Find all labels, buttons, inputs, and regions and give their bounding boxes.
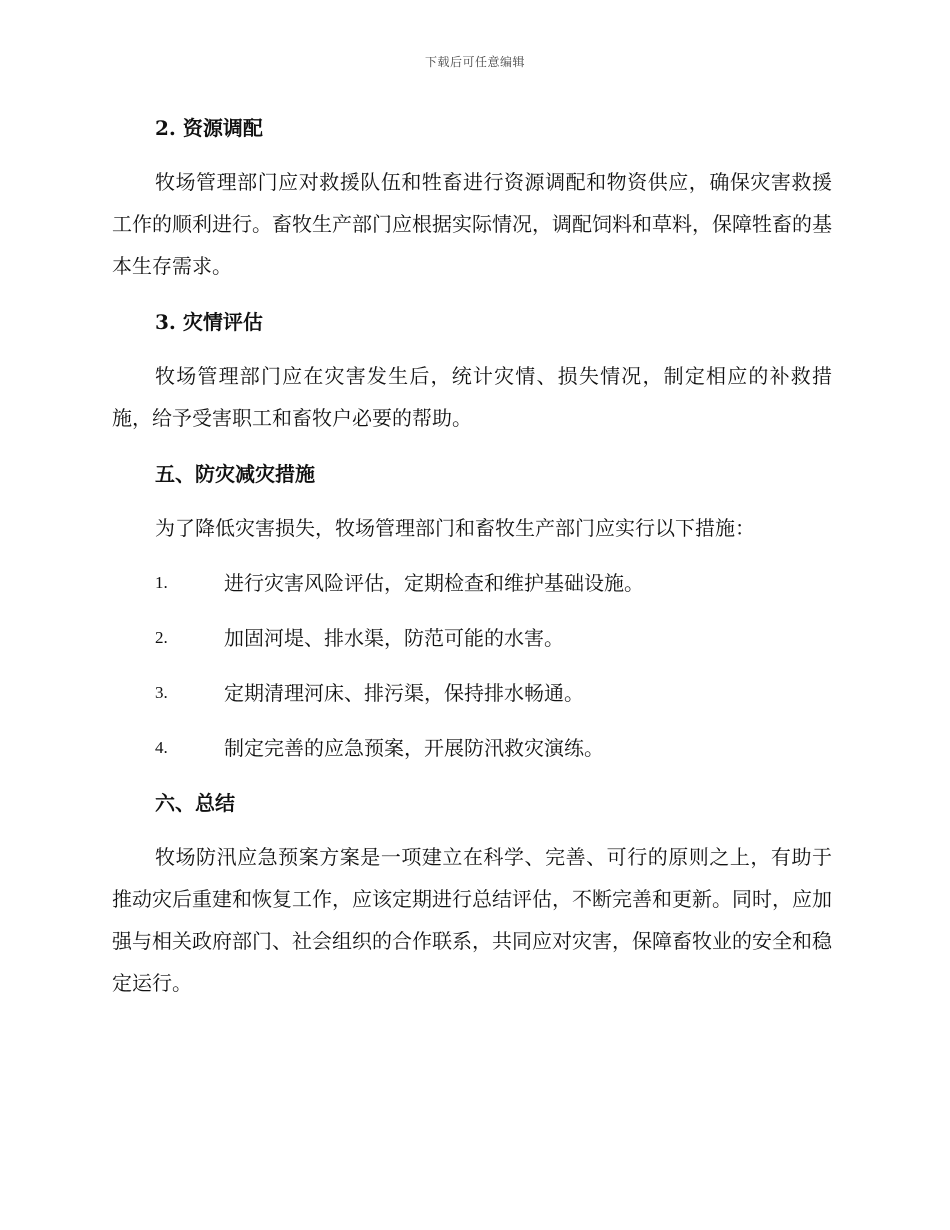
paragraph-resource-allocation: 牧场管理部门应对救援队伍和牲畜进行资源调配和物资供应，确保灾害救援工作的顺利进行。畜牧生产部门应根据实际情况，调配饲料和草料，保障牲畜的基本生存需求。 [112,170,832,278]
list-number: 1. [155,573,168,592]
list-text: 加固河堤、排水渠，防范可能的水害。 [224,626,564,650]
paragraph-disaster-assessment: 牧场管理部门应在灾害发生后，统计灾情、损失情况，制定相应的补救措施，给予受害职工和畜牧户必要的帮助。 [112,364,832,430]
list-number: 2. [155,628,168,647]
section-heading-summary: 六、总结 [155,791,235,815]
list-number: 4. [155,738,168,757]
section-heading-prevention-measures: 五、防灾减灾措施 [155,462,315,486]
page-header: 下载后可任意编辑 [424,55,525,69]
list-text: 进行灾害风险评估，定期检查和维护基础设施。 [224,571,644,595]
list-text: 制定完善的应急预案，开展防汛救灾演练。 [224,736,604,760]
section-heading-resource-allocation: 2. 资源调配 [155,116,263,140]
list-number: 3. [155,683,168,702]
paragraph-summary: 牧场防汛应急预案方案是一项建立在科学、完善、可行的原则之上，有助于推动灾后重建和恢复工作，应该定期进行总结评估，不断完善和更新。同时，应加强与相关政府部门、社会组织的合作联系，共同应对灾害，保障畜牧业的安全和稳定运行。 [112,845,832,995]
section-heading-disaster-assessment: 3. 灾情评估 [155,310,263,334]
paragraph-measures-intro: 为了降低灾害损失，牧场管理部门和畜牧生产部门应实行以下措施： [155,516,755,540]
list-text: 定期清理河床、排污渠，保持排水畅通。 [224,681,584,705]
